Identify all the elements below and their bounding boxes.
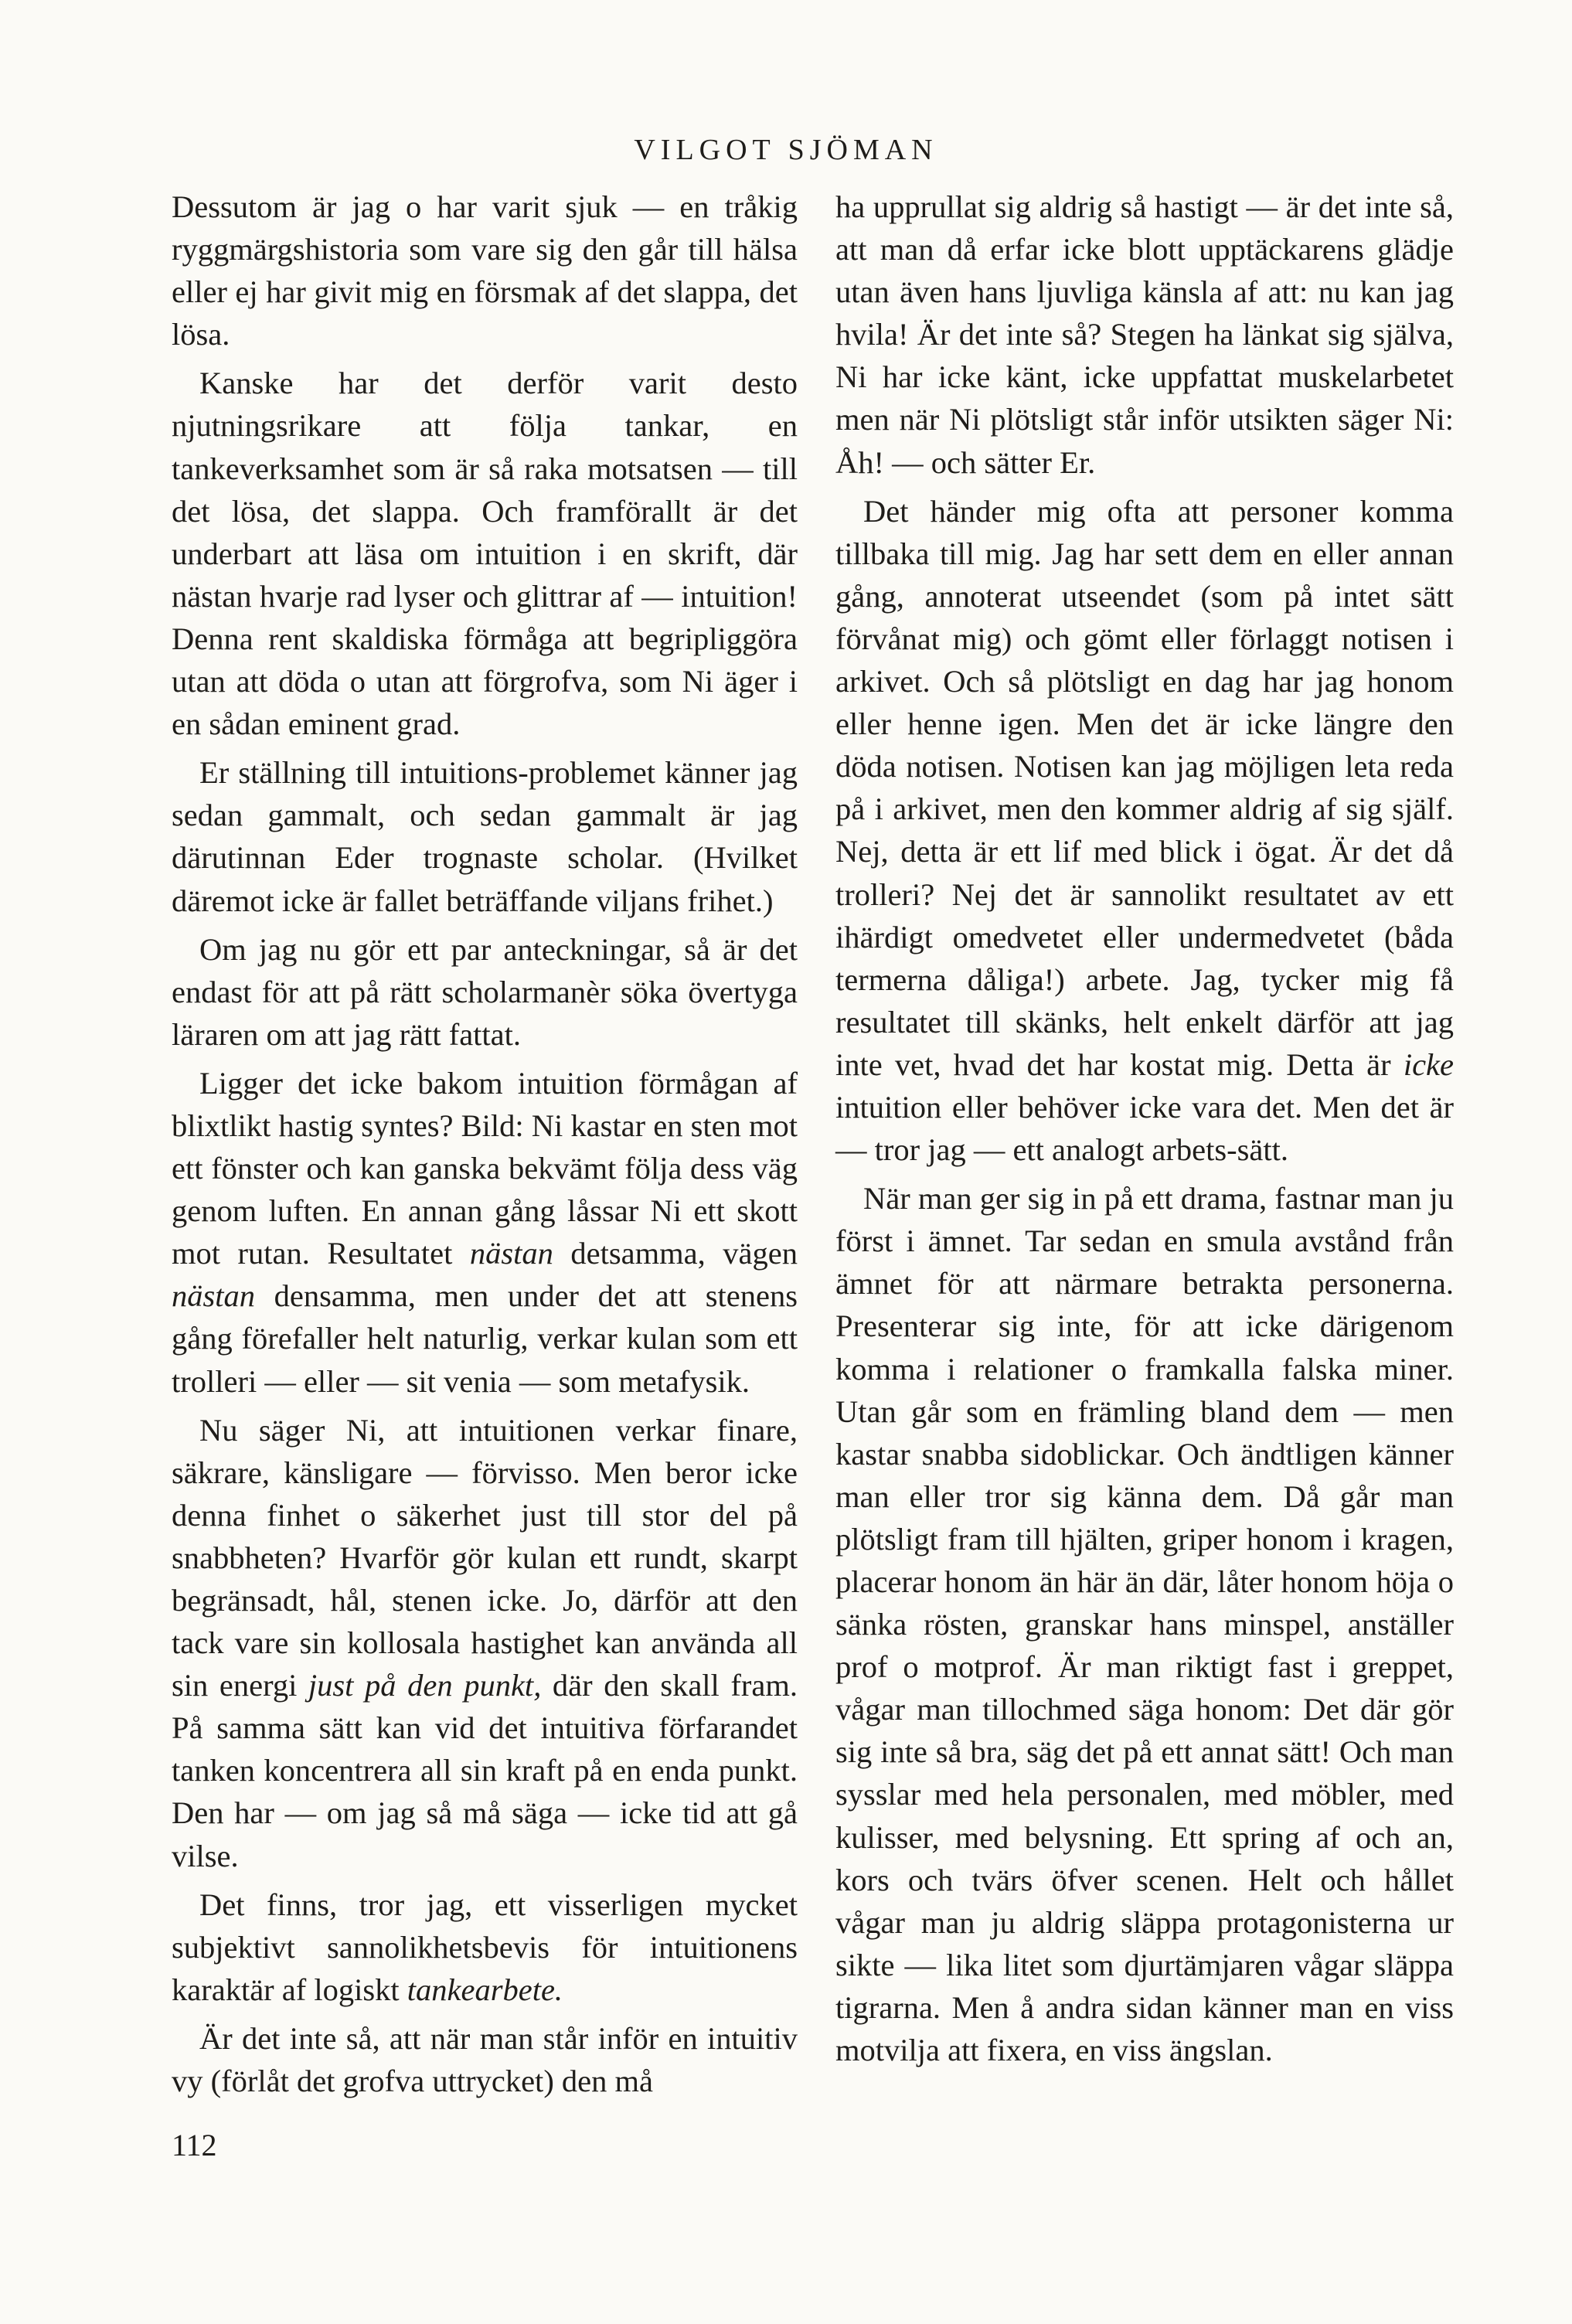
paragraph-text: detsamma, vägen — [553, 1236, 798, 1271]
paragraph-text: Ligger det icke bakom intuition förmågan af blixtlikt hastig syntes? Bild: Ni kastar en sten mot ett fönster och kan ganska bekvämt följa dess väg genom luften. En annan gång låssar Ni ett skott mot rutan. Resultatet — [172, 1065, 798, 1271]
paragraph-text: Nu säger Ni, att intuitionen verkar finare, säkrare, känsligare — förvisso. Men beror icke denna finhet o säkerhet just till stor del på snabbheten? Hvarför gör kulan ett rundt, skarpt begränsadt, hål, stenen icke. Jo, därför att den tack vare sin kollosala hastighet kan använda all sin energi — [172, 1412, 798, 1703]
paragraph — [172, 2017, 798, 2102]
paragraph — [172, 751, 798, 921]
paragraph — [172, 185, 798, 356]
emphasis: icke — [1403, 1046, 1454, 1082]
emphasis: nästan — [469, 1236, 553, 1271]
left-column — [172, 185, 798, 2102]
paragraph — [172, 928, 798, 1056]
paragraph — [172, 1409, 798, 1877]
paragraph-text: Det finns, tror jag, ett visserligen mycket subjektivt sannolikhetsbevis för intuitionens karaktär af logiskt — [172, 1887, 798, 2007]
paragraph-text: Det händer mig ofta att personer komma tillbaka till mig. Jag har sett dem en eller annan gång, annoterat utseendet (som på intet sätt förvånat mig) och gömt eller förlaggt notisen i arkivet. Och så plötsligt en dag har jag honom eller henne igen. Men det är icke längre den döda notisen. Notisen kan jag möjligen leta reda på i arkivet, men den kommer aldrig af sig själf. Nej, detta är ett lif med blick i ögat. Är det då trolleri? Nej det är sannolikt resultatet av ett ihärdigt omedvetet eller undermedvetet (båda termerna dåliga!) arbete. Jag, tycker mig få resultatet till skänks, helt enkelt därför att jag inte vet, hvad det har kostat mig. Detta är — [835, 493, 1454, 1082]
emphasis: just på den punkt, — [308, 1668, 542, 1703]
paragraph-text: intuition eller behöver icke vara det. Men det är — tror jag — ett analogt arbets-sätt. — [835, 1089, 1454, 1168]
paragraph — [172, 1883, 798, 2011]
paragraph-text: ha upprullat sig aldrig så hastigt — är det inte så, att man då erfar icke blott upptäckarens glädje utan även hans ljuvliga känsla af att: nu kan jag hvila! Är det inte så? Stegen ha länkat sig själva, Ni har icke känt, icke uppfattat muskelarbetet men när Ni plötsligt står inför utsikten säger Ni: Åh! — och sätter Er. — [835, 189, 1454, 480]
page-number: 112 — [172, 2128, 217, 2162]
paragraph-text: densamma, men under det att stenens gång förefaller helt naturlig, verkar kulan som ett trolleri — eller — sit venia — som metafysik. — [172, 1278, 798, 1399]
paragraph-text: Er ställning till intuitions-problemet känner jag sedan gammalt, och sedan gammalt är jag därutinnan Eder trognaste scholar. (Hvilket däremot icke är fallet beträffande viljans frihet.) — [172, 755, 798, 918]
paragraph — [172, 1062, 798, 1403]
paragraph — [835, 1177, 1454, 2071]
paragraph-text: Om jag nu gör ett par anteckningar, så är det endast för att på rätt scholarmanèr söka övertyga läraren om att jag rätt fattat. — [172, 931, 798, 1052]
paragraph — [835, 490, 1454, 1172]
emphasis: tankearbete. — [407, 1972, 563, 2007]
running-head: VILGOT SJÖMAN — [634, 134, 938, 166]
paragraph — [835, 185, 1454, 484]
paragraph-text: Kanske har det derför varit desto njutningsrikare att följa tankar, en tankeverksamhet som är så raka motsatsen — till det lösa, det slappa. Och framförallt är det underbart att läsa om intuition i en skrift, där nästan hvarje rad lyser och glittrar af — intuition! Denna rent skaldiska förmåga att begripliggöra utan att döda o utan att förgrofva, som Ni äger i en sådan eminent grad. — [172, 366, 798, 742]
paragraph-text: När man ger sig in på ett drama, fastnar man ju först i ämnet. Tar sedan en smula avstånd från ämnet för att närmare betrakta personerna. Presenterar sig inte, för att icke därigenom komma i relationer o framkalla falska miner. Utan går som en främling bland dem — men kastar snabba sidoblickar. Och ändtligen känner man eller tror sig känna dem. Då går man plötsligt fram till hjälten, griper honom i kragen, placerar honom än här än där, låter honom höja o sänka rösten, granskar hans minspel, anställer prof o motprof. Är man riktigt fast i greppet, vågar man tillochmed säga honom: Det där gör sig inte så bra, säg det på ett annat sätt! Och man sysslar med hela personalen, med möbler, med kulisser, med belysning. Ett spring af och an, kors och tvärs öfver scenen. Helt och hållet vågar man ju aldrig släppa protagonisterna ur sikte — lika litet som djurtämjaren vågar släppa tigrarna. Men å andra sidan känner man en viss motvilja att fixera, en viss ängslan. — [835, 1181, 1454, 2068]
paragraph-text: där den skall fram. På samma sätt kan vid det intuitiva förfarandet tanken koncentrera all sin kraft på en enda punkt. Den har — om jag så må säga — icke tid att gå vilse. — [172, 1668, 798, 1873]
emphasis: nästan — [172, 1278, 256, 1314]
paragraph-text: Dessutom är jag o har varit sjuk — en tråkig ryggmärgshistoria som vare sig den går till hälsa eller ej har givit mig en försmak af det slappa, det lösa. — [172, 189, 798, 352]
paragraph — [172, 362, 798, 745]
paragraph-text: Är det inte så, att när man står inför en intuitiv vy (förlåt det grofva uttrycket) den må — [172, 2020, 798, 2099]
right-column — [835, 185, 1454, 2071]
